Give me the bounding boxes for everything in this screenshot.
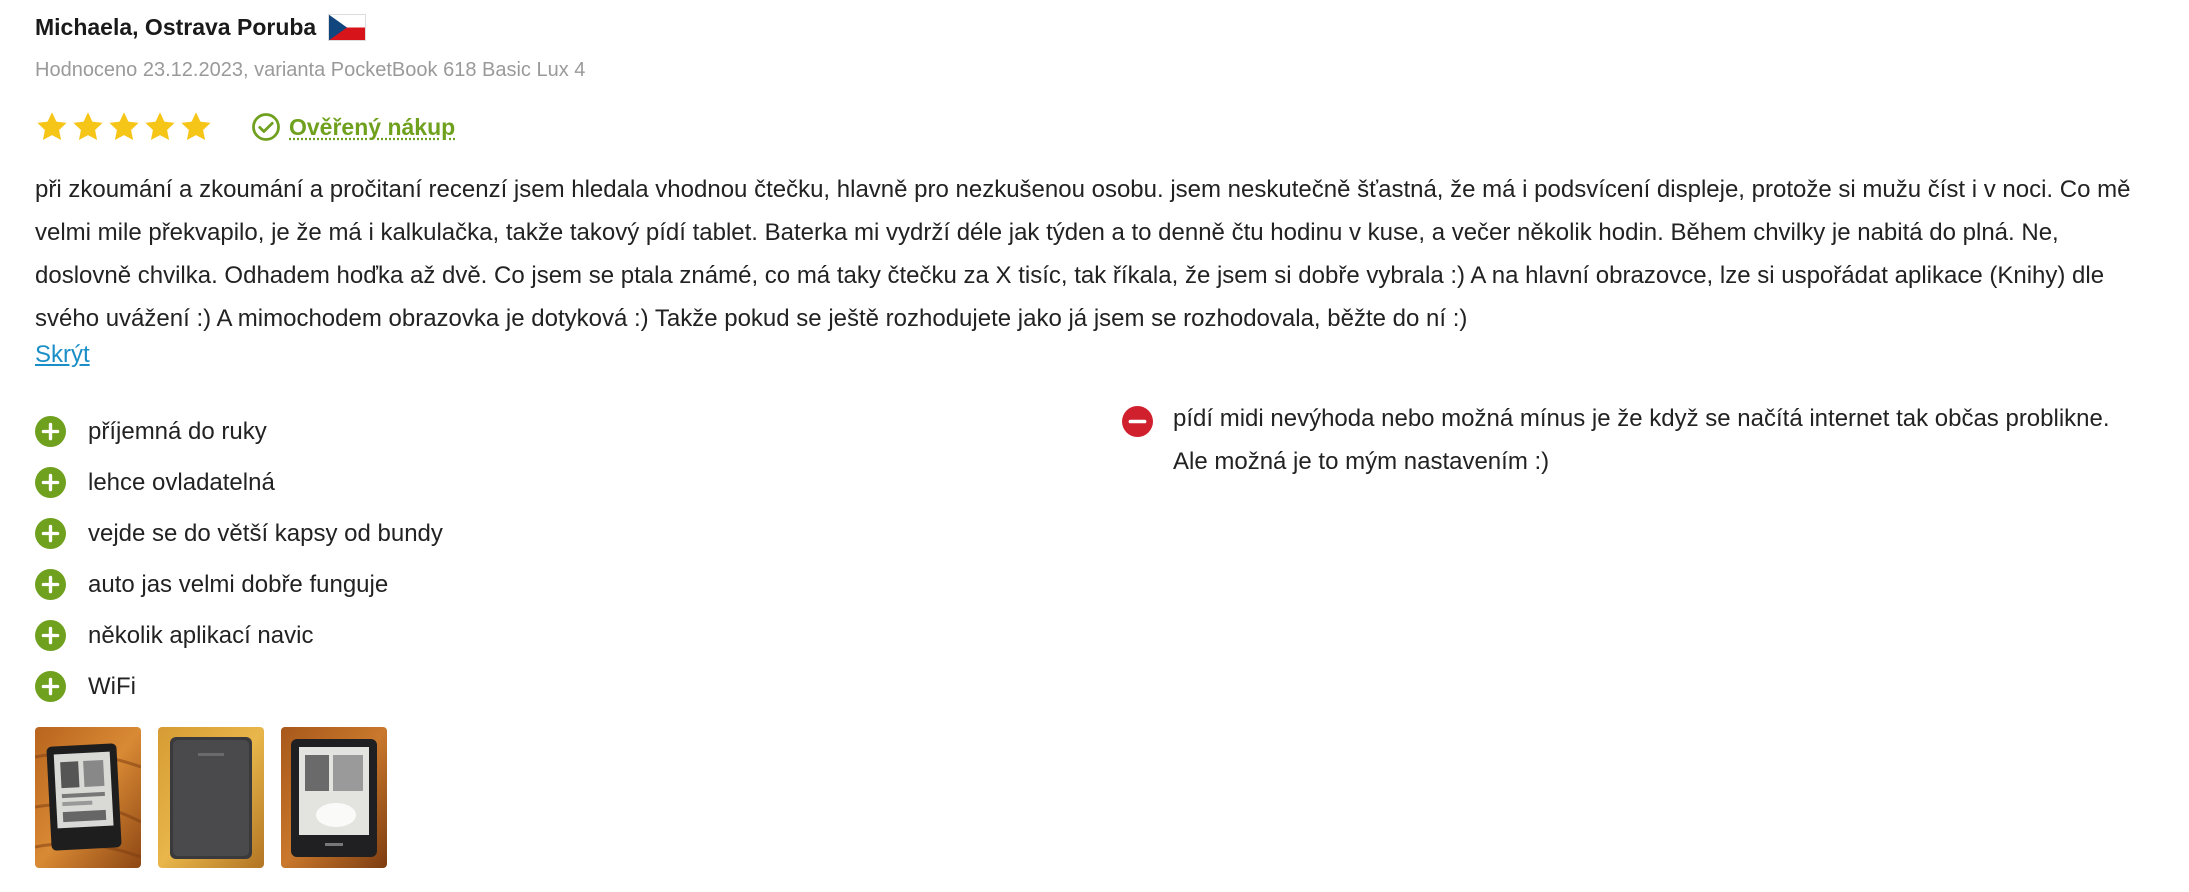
plus-circle-icon <box>35 416 66 447</box>
pro-item <box>35 661 443 712</box>
plus-circle-icon <box>35 620 66 651</box>
star-icon <box>179 110 213 144</box>
check-circle-icon <box>251 112 281 142</box>
minus-circle-icon <box>1122 406 1153 437</box>
review-photo-thumbnail[interactable] <box>35 727 141 868</box>
pro-item <box>35 508 443 559</box>
pro-text: příjemná do ruky <box>88 417 267 445</box>
author-name: Michaela, Ostrava Poruba <box>35 14 317 40</box>
star-icon <box>143 110 177 144</box>
pro-text: WiFi <box>88 672 136 700</box>
star-icon <box>107 110 141 144</box>
pro-item <box>35 406 443 457</box>
hide-link[interactable]: Skrýt <box>35 341 90 368</box>
star-rating <box>35 110 213 144</box>
con-item <box>1122 403 2142 483</box>
ereader-photo-image <box>158 727 264 868</box>
verified-purchase-label: Ověřený nákup <box>289 113 456 140</box>
pro-item <box>35 610 443 661</box>
pros-list <box>35 406 443 712</box>
plus-circle-icon <box>35 671 66 702</box>
pro-item <box>35 559 443 610</box>
plus-circle-icon <box>35 467 66 498</box>
plus-circle-icon <box>35 518 66 549</box>
star-icon <box>35 110 69 144</box>
czech-flag-icon <box>328 14 366 41</box>
cons-list <box>1122 403 2142 483</box>
star-icon <box>71 110 105 144</box>
pro-text: auto jas velmi dobře funguje <box>88 570 389 598</box>
pro-text: lehce ovladatelná <box>88 468 275 496</box>
ereader-photo-image <box>35 727 141 868</box>
review-photo-thumbnail[interactable] <box>158 727 264 868</box>
plus-circle-icon <box>35 569 66 600</box>
verified-purchase-link[interactable] <box>251 112 455 142</box>
review-photo-thumbnail[interactable] <box>281 727 387 868</box>
pro-text: několik aplikací navic <box>88 621 314 649</box>
rating-row <box>35 110 455 144</box>
pro-text: vejde se do větší kapsy od bundy <box>88 519 443 547</box>
review-meta: Hodnoceno 23.12.2023, varianta PocketBook 618 Basic Lux 4 <box>35 59 586 81</box>
author-row <box>35 14 366 41</box>
ereader-photo-image <box>281 727 387 868</box>
review-photos <box>35 727 387 868</box>
pro-item <box>35 457 443 508</box>
con-text: pídí midi nevýhoda nebo možná mínus je že když se načítá internet tak občas problikne. Ale možná je to mým nastavením :) <box>1173 405 2110 475</box>
review-text: při zkoumání a zkoumání a pročitaní recenzí jsem hledala vhodnou čtečku, hlavně pro nezkušenou osobu. jsem neskutečně šťastná, že má i podsvícení displeje, protože si mužu číst i v noci. Co mě velmi mile překvapilo, je že má i kalkulačka, takže takový pídí tablet. Baterka mi vydrží déle jak týden a to denně čtu hodinu v kuse, a večer několik hodin. Během chvilky je nabitá do plná. Ne, doslovně chvilka. Odhadem hoďka až dvě. Co jsem se ptala známé, co má taky čtečku za X tisíc, tak říkala, že jsem si dobře vybrala :) A na hlavní obrazovce, lze si uspořádat aplikace (Knihy) dle svého uvážení :) A mimochodem obrazovka je dotyková :) Takže pokud se ještě rozhodujete jako já jsem se rozhodovala, běžte do ní :) <box>35 176 2131 332</box>
